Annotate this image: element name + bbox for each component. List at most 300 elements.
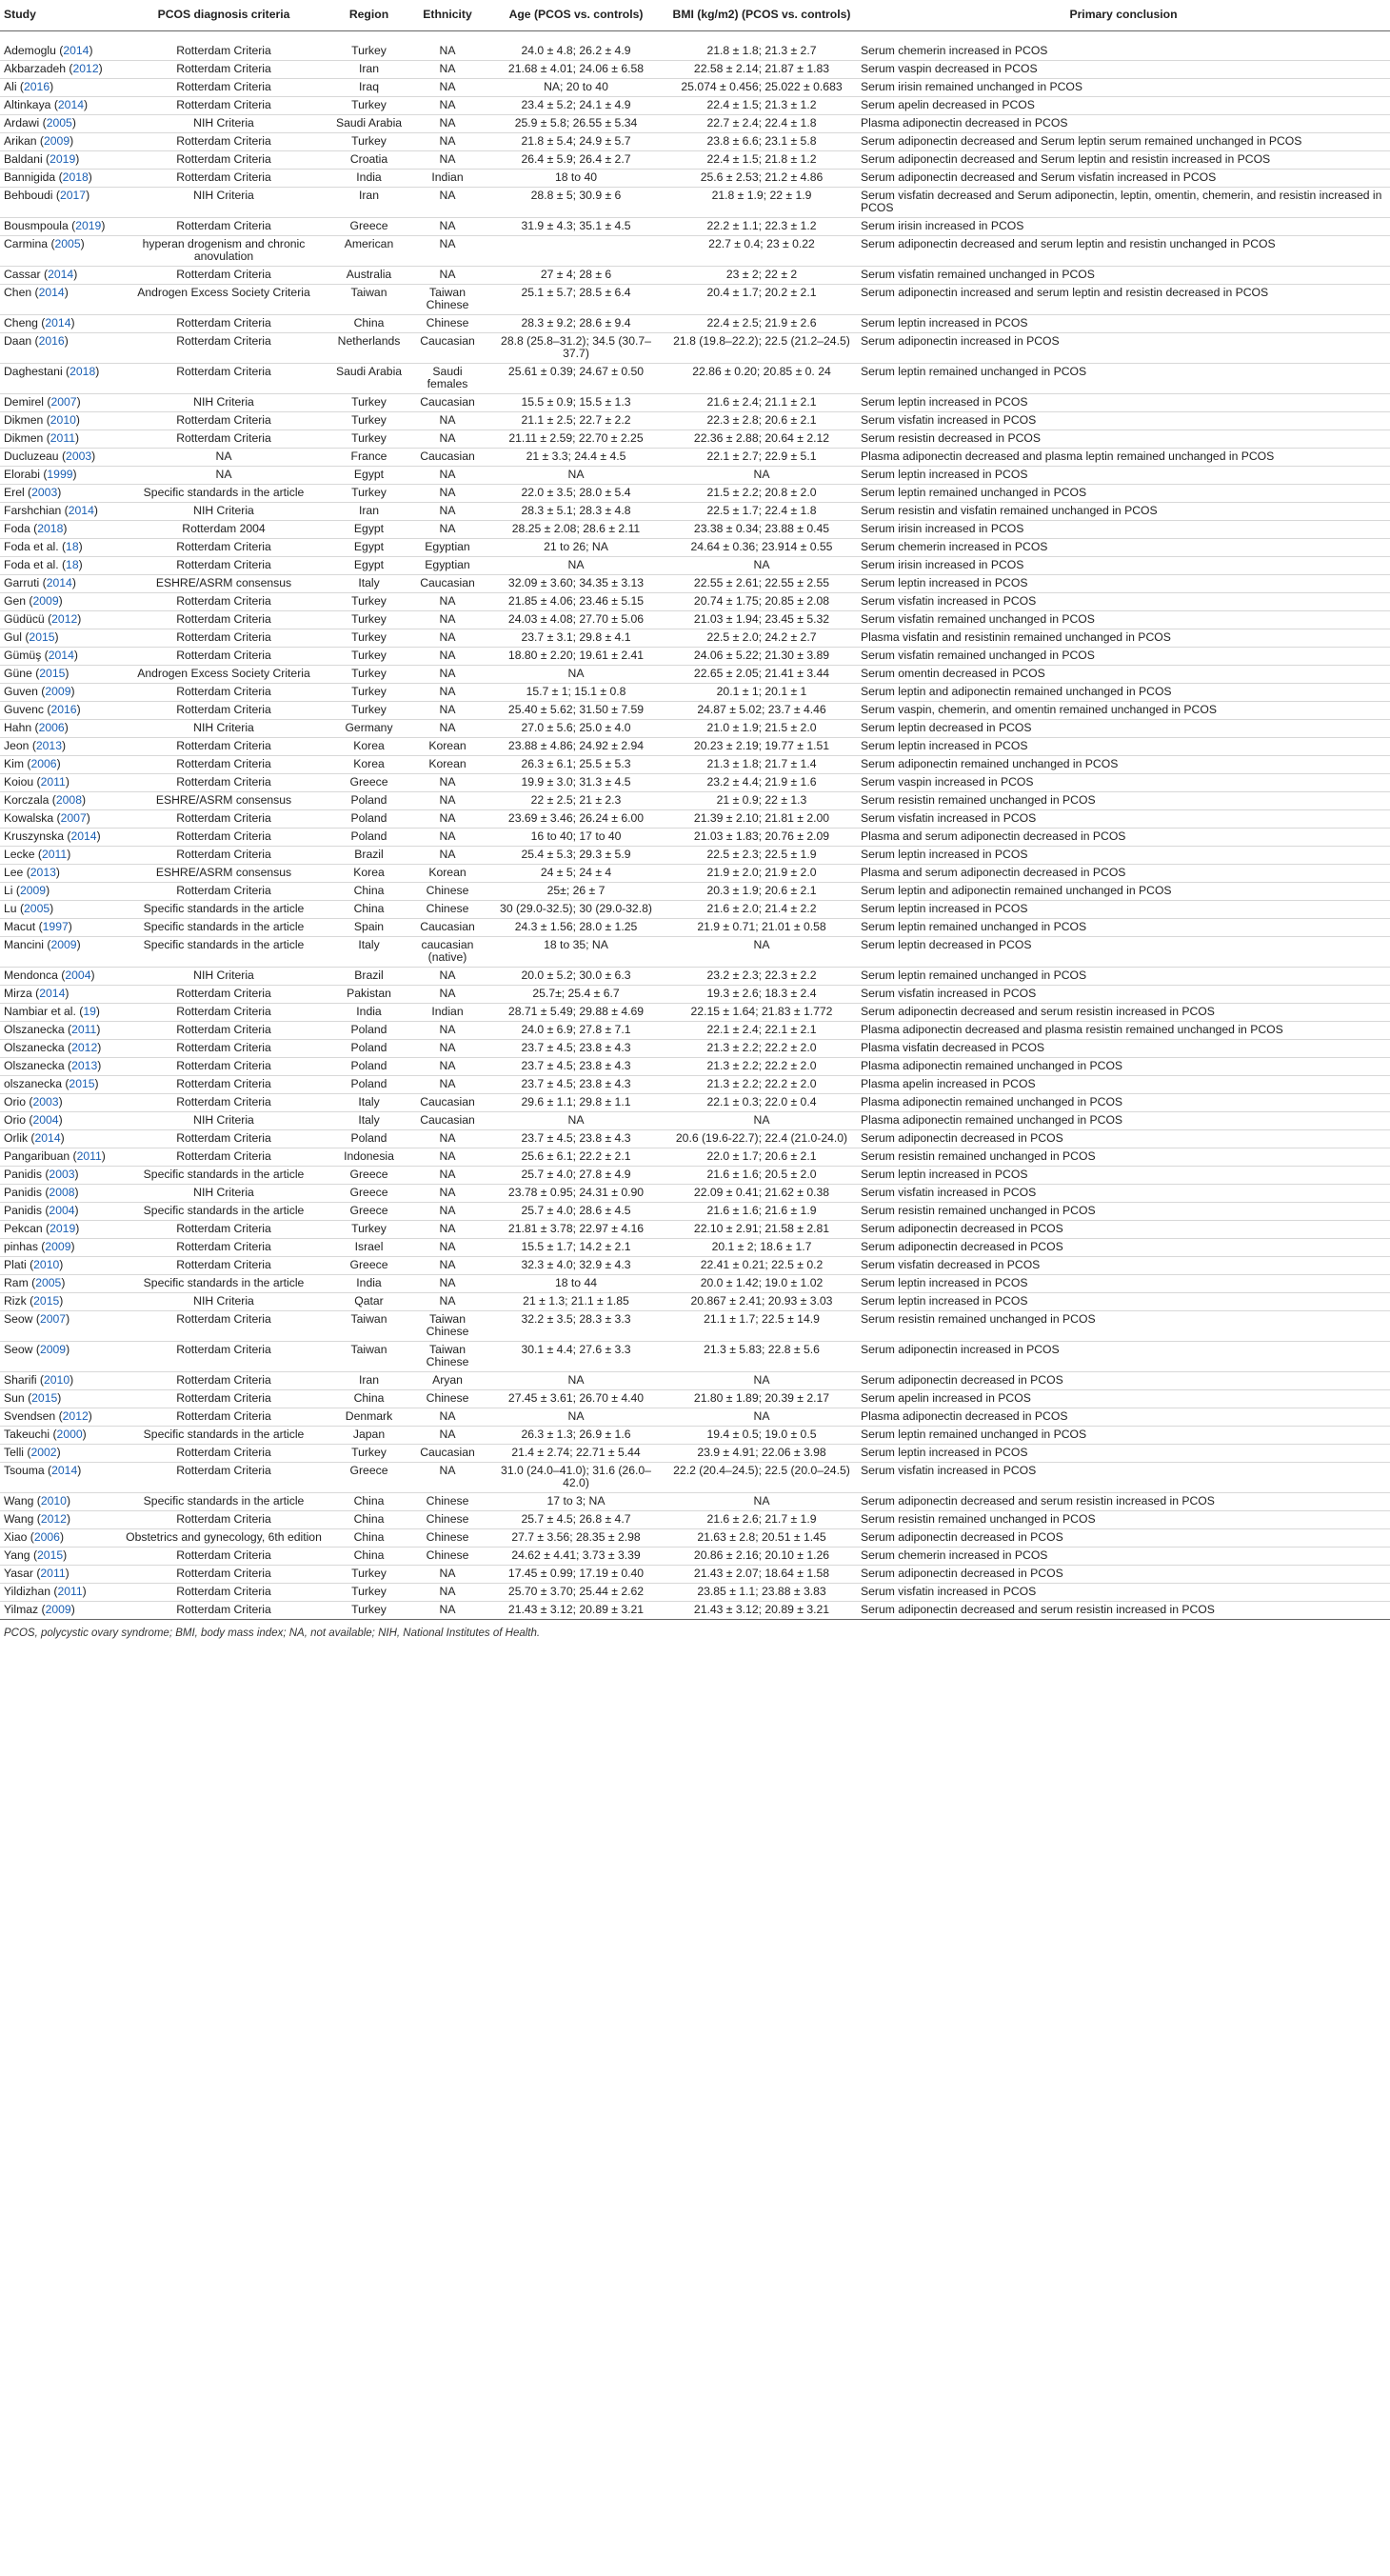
cell-ethnicity: NA (439, 1567, 456, 1580)
reference-link[interactable]: 2016 (38, 334, 65, 348)
cell-ethnicity: NA (439, 829, 456, 843)
cell-bmi: 21.6 ± 1.6; 21.6 ± 1.9 (706, 1204, 817, 1217)
cell-study: Orio (2004) (4, 1113, 63, 1127)
cell-bmi: 21.63 ± 2.8; 20.51 ± 1.45 (697, 1530, 826, 1544)
cell-bmi: 19.3 ± 2.6; 18.3 ± 2.4 (706, 987, 817, 1000)
reference-link[interactable]: 2013 (30, 866, 56, 879)
reference-link[interactable]: 2015 (29, 630, 55, 644)
reference-link[interactable]: 2012 (71, 1041, 98, 1054)
cell-conclusion: Plasma and serum adiponectin decreased in PCOS (861, 866, 1126, 879)
reference-link[interactable]: 2006 (30, 757, 57, 770)
reference-link[interactable]: 2009 (45, 685, 71, 698)
reference-link[interactable]: 2014 (34, 1131, 61, 1145)
cell-region: Iran (358, 189, 379, 202)
reference-link[interactable]: 2009 (45, 1603, 71, 1616)
reference-link[interactable]: 2019 (50, 1222, 76, 1235)
reference-link[interactable]: 2014 (39, 987, 66, 1000)
cell-age: 23.4 ± 5.2; 24.1 ± 4.9 (521, 98, 631, 111)
cell-study: Guvenc (2016) (4, 703, 81, 716)
cell-conclusion: Serum apelin increased in PCOS (861, 1391, 1031, 1405)
cell-region: China (353, 1391, 385, 1405)
reference-link[interactable]: 2013 (35, 739, 62, 752)
cell-age: 27.45 ± 3.61; 26.70 ± 4.40 (507, 1391, 645, 1405)
reference-link[interactable]: 2003 (32, 1095, 59, 1108)
cell-bmi: 21.5 ± 2.2; 20.8 ± 2.0 (706, 486, 817, 499)
cell-conclusion: Serum adiponectin decreased in PCOS (861, 1373, 1063, 1387)
header-ethnicity: Ethnicity (409, 0, 486, 31)
cell-age: 32.09 ± 3.60; 34.35 ± 3.13 (507, 576, 645, 589)
cell-ethnicity: NA (439, 703, 456, 716)
cell-region: Japan (352, 1428, 386, 1441)
reference-link[interactable]: 2009 (45, 1240, 71, 1253)
reference-link[interactable]: 2011 (40, 1567, 66, 1580)
table-row (0, 133, 1390, 151)
cell-bmi: 22.1 ± 2.7; 22.9 ± 5.1 (706, 449, 817, 463)
cell-conclusion: Plasma adiponectin remained unchanged in PCOS (861, 1059, 1123, 1072)
cell-bmi: 22.41 ± 0.21; 22.5 ± 0.2 (700, 1258, 824, 1271)
table-row (0, 575, 1390, 593)
reference-link[interactable]: 2012 (51, 612, 78, 626)
cell-region: Turkey (351, 395, 387, 409)
reference-link[interactable]: 2000 (56, 1428, 83, 1441)
cell-ethnicity: Caucasian (420, 449, 475, 463)
reference-link[interactable]: 2014 (48, 649, 74, 662)
table-row (0, 1584, 1390, 1602)
cell-criteria: Rotterdam Criteria (176, 1409, 271, 1423)
cell-ethnicity: NA (439, 1240, 456, 1253)
cell-criteria: Rotterdam Criteria (176, 685, 271, 698)
cell-region: Poland (350, 811, 387, 825)
cell-criteria: Rotterdam Criteria (176, 1149, 271, 1163)
cell-conclusion: Plasma apelin increased in PCOS (861, 1077, 1036, 1090)
table-row (0, 1094, 1390, 1112)
cell-age: 21.4 ± 2.74; 22.71 ± 5.44 (511, 1446, 641, 1459)
cell-region: India (356, 170, 382, 184)
reference-link[interactable]: 2009 (50, 938, 77, 951)
cell-study: pinhas (2009) (4, 1240, 75, 1253)
reference-link[interactable]: 2013 (71, 1059, 98, 1072)
cell-criteria: Rotterdam Criteria (176, 1343, 271, 1356)
cell-age: 21.81 ± 3.78; 22.97 ± 4.16 (507, 1222, 645, 1235)
reference-link[interactable]: 2007 (50, 395, 77, 409)
cell-ethnicity: Caucasian (420, 1095, 475, 1108)
cell-age: 25.7 ± 4.0; 27.8 ± 4.9 (521, 1168, 631, 1181)
cell-ethnicity: NA (439, 685, 456, 698)
cell-conclusion: Plasma adiponectin decreased and plasma leptin remained unchanged in PCOS (861, 449, 1275, 463)
reference-link[interactable]: 2011 (57, 1585, 83, 1598)
table-row (0, 666, 1390, 684)
cell-bmi: 25.6 ± 2.53; 21.2 ± 4.86 (700, 170, 824, 184)
cell-ethnicity: NA (439, 116, 456, 130)
cell-bmi: 21.0 ± 1.9; 21.5 ± 2.0 (706, 721, 817, 734)
cell-ethnicity: NA (439, 1409, 456, 1423)
cell-conclusion: Serum leptin increased in PCOS (861, 739, 1028, 752)
reference-link[interactable]: 2014 (45, 316, 71, 329)
cell-bmi: 22.5 ± 2.3; 22.5 ± 1.9 (706, 848, 817, 861)
table-row (0, 1257, 1390, 1275)
reference-link[interactable]: 18 (66, 558, 79, 571)
table-row (0, 1275, 1390, 1293)
reference-link[interactable]: 2015 (33, 1294, 60, 1308)
reference-link[interactable]: 2014 (46, 576, 72, 589)
reference-link[interactable]: 18 (66, 540, 79, 553)
cell-study: Svendsen (2012) (4, 1409, 92, 1423)
reference-link[interactable]: 2014 (48, 268, 74, 281)
reference-link[interactable]: 2002 (30, 1446, 57, 1459)
reference-link[interactable]: 2005 (24, 902, 50, 915)
cell-age: 15.5 ± 0.9; 15.5 ± 1.3 (521, 395, 631, 409)
cell-criteria: Rotterdam Criteria (176, 1464, 271, 1477)
reference-link[interactable]: 2006 (38, 721, 65, 734)
table-footnote: PCOS, polycystic ovary syndrome; BMI, body mass index; NA, not available; NIH, National Institutes of Health. (4, 1627, 541, 1639)
reference-link[interactable]: 1997 (42, 920, 69, 933)
reference-link[interactable]: 2010 (40, 1494, 67, 1508)
reference-link[interactable]: 2012 (62, 1409, 89, 1423)
reference-link[interactable]: 2018 (37, 522, 64, 535)
cell-ethnicity: NA (439, 987, 456, 1000)
reference-link[interactable]: 2006 (33, 1530, 60, 1544)
reference-link[interactable]: 2012 (72, 62, 99, 75)
cell-criteria: Rotterdam Criteria (176, 829, 271, 843)
cell-region: Taiwan (350, 286, 387, 299)
table-row (0, 968, 1390, 986)
cell-bmi: 20.0 ± 1.42; 19.0 ± 1.02 (700, 1276, 824, 1289)
cell-age: 28.71 ± 5.49; 29.88 ± 4.69 (507, 1005, 645, 1018)
reference-link[interactable]: 2003 (49, 1168, 75, 1181)
reference-link[interactable]: 2019 (75, 219, 102, 232)
cell-criteria: NIH Criteria (193, 116, 254, 130)
reference-link[interactable]: 2018 (62, 170, 89, 184)
reference-link[interactable]: 2019 (50, 152, 76, 166)
cell-conclusion: Serum chemerin increased in PCOS (861, 44, 1048, 57)
cell-region: India (356, 1005, 382, 1018)
reference-link[interactable]: 2018 (70, 365, 96, 378)
cell-conclusion: Serum adiponectin decreased and serum resistin increased in PCOS (861, 1005, 1215, 1018)
cell-ethnicity: caucasian (native) (421, 938, 474, 964)
cell-age: 22 ± 2.5; 21 ± 2.3 (530, 793, 622, 807)
cell-study: Akbarzadeh (2012) (4, 62, 103, 75)
cell-ethnicity: NA (439, 811, 456, 825)
reference-link[interactable]: 2009 (44, 134, 70, 148)
cell-conclusion: Serum adiponectin decreased in PCOS (861, 1530, 1063, 1544)
reference-link[interactable]: 2016 (50, 703, 77, 716)
cell-conclusion: Plasma adiponectin decreased and plasma resistin remained unchanged in PCOS (861, 1023, 1283, 1036)
cell-conclusion: Serum irisin increased in PCOS (861, 558, 1024, 571)
reference-link[interactable]: 2014 (70, 829, 97, 843)
reference-link[interactable]: 2015 (31, 1391, 58, 1405)
cell-study: Nambiar et al. (19) (4, 1005, 100, 1018)
reference-link[interactable]: 2003 (66, 449, 92, 463)
cell-bmi: 20.1 ± 2; 18.6 ± 1.7 (711, 1240, 812, 1253)
reference-link[interactable]: 2010 (44, 1373, 70, 1387)
cell-bmi: 22.58 ± 2.14; 21.87 ± 1.83 (693, 62, 830, 75)
table-row (0, 792, 1390, 810)
table-row (0, 629, 1390, 648)
cell-criteria: Rotterdam Criteria (176, 316, 271, 329)
reference-link[interactable]: 2005 (46, 116, 72, 130)
cell-study: Behboudi (2017) (4, 189, 90, 202)
reference-link[interactable]: 2009 (32, 594, 59, 608)
table-row (0, 236, 1390, 267)
reference-link[interactable]: 2014 (51, 1464, 78, 1477)
cell-ethnicity: NA (439, 793, 456, 807)
table-row (0, 1390, 1390, 1408)
cell-study: Baldani (2019) (4, 152, 80, 166)
cell-region: Taiwan (350, 1312, 387, 1326)
cell-bmi: 22.7 ± 0.4; 23 ± 0.22 (708, 237, 815, 250)
cell-region: Iraq (358, 80, 379, 93)
cell-region: Greece (349, 1258, 388, 1271)
cell-bmi: 21.8 ± 1.8; 21.3 ± 2.7 (706, 44, 817, 57)
cell-criteria: NIH Criteria (193, 1294, 254, 1308)
cell-study: Olszanecka (2012) (4, 1041, 102, 1054)
cell-study: Daghestani (2018) (4, 365, 100, 378)
cell-age: 24.3 ± 1.56; 28.0 ± 1.25 (514, 920, 638, 933)
cell-ethnicity: NA (439, 413, 456, 427)
table-row (0, 810, 1390, 829)
cell-study: Demirel (2007) (4, 395, 81, 409)
reference-link[interactable]: 2011 (76, 1149, 102, 1163)
cell-ethnicity: NA (439, 1077, 456, 1090)
cell-criteria: Androgen Excess Society Criteria (137, 667, 310, 680)
cell-ethnicity: Caucasian (420, 1446, 475, 1459)
cell-study: Hahn (2006) (4, 721, 69, 734)
cell-region: Greece (349, 1204, 388, 1217)
cell-region: Spain (353, 920, 385, 933)
cell-criteria: NIH Criteria (193, 721, 254, 734)
table-row (0, 684, 1390, 702)
table-row (0, 333, 1390, 364)
cell-ethnicity: Taiwan Chinese (426, 286, 469, 311)
cell-age: 26.3 ± 1.3; 26.9 ± 1.6 (521, 1428, 631, 1441)
cell-criteria: Rotterdam Criteria (176, 1548, 271, 1562)
table-header (0, 0, 1390, 31)
reference-link[interactable]: 2008 (49, 1186, 75, 1199)
cell-study: Chen (2014) (4, 286, 69, 299)
cell-criteria: Rotterdam Criteria (176, 649, 271, 662)
table-row (0, 315, 1390, 333)
cell-age: 23.7 ± 4.5; 23.8 ± 4.3 (521, 1077, 631, 1090)
cell-study: Erel (2003) (4, 486, 62, 499)
table-row (0, 774, 1390, 792)
cell-criteria: Rotterdam Criteria (176, 594, 271, 608)
cell-criteria: Rotterdam Criteria (176, 987, 271, 1000)
cell-region: Taiwan (350, 1343, 387, 1356)
cell-age: 15.5 ± 1.7; 14.2 ± 2.1 (521, 1240, 631, 1253)
cell-ethnicity: Egyptian (425, 540, 470, 553)
reference-link[interactable]: 2009 (39, 1343, 67, 1356)
cell-ethnicity: NA (439, 1168, 456, 1181)
cell-age: 32.2 ± 3.5; 28.3 ± 3.3 (521, 1312, 631, 1326)
cell-age: NA (567, 1373, 585, 1387)
cell-ethnicity: Egyptian (425, 558, 470, 571)
cell-criteria: Rotterdam Criteria (176, 1258, 271, 1271)
table-row (0, 1167, 1390, 1185)
reference-link[interactable]: 2015 (39, 667, 66, 680)
cell-age: 29.6 ± 1.1; 29.8 ± 1.1 (521, 1095, 631, 1108)
table-row (0, 1602, 1390, 1620)
table-row (0, 1408, 1390, 1427)
reference-link[interactable]: 2009 (19, 884, 47, 897)
cell-age: 23.7 ± 4.5; 23.8 ± 4.3 (521, 1059, 631, 1072)
cell-bmi: NA (753, 1373, 770, 1387)
cell-bmi: 22.55 ± 2.61; 22.55 ± 2.55 (693, 576, 830, 589)
reference-link[interactable]: 2005 (54, 237, 81, 250)
cell-study: Macut (1997) (4, 920, 72, 933)
cell-criteria: NIH Criteria (193, 968, 254, 982)
cell-bmi: 24.64 ± 0.36; 23.914 ± 0.55 (690, 540, 833, 553)
cell-conclusion: Serum visfatin increased in PCOS (861, 811, 1037, 825)
cell-region: Denmark (345, 1409, 393, 1423)
cell-conclusion: Serum adiponectin increased in PCOS (861, 334, 1060, 348)
cell-age: NA; 20 to 40 (544, 80, 608, 93)
reference-link[interactable]: 2015 (69, 1077, 95, 1090)
table-row (0, 1058, 1390, 1076)
cell-age: 26.4 ± 5.9; 26.4 ± 2.7 (521, 152, 631, 166)
cell-study: Yasar (2011) (4, 1567, 70, 1580)
cell-conclusion: Serum leptin remained unchanged in PCOS (861, 968, 1087, 982)
cell-bmi: 21.03 ± 1.83; 20.76 ± 2.09 (693, 829, 830, 843)
cell-study: Pangaribuan (2011) (4, 1149, 106, 1163)
cell-bmi: 20.6 (19.6-22.7); 22.4 (21.0-24.0) (675, 1131, 848, 1145)
cell-region: Pakistan (347, 987, 391, 1000)
cell-ethnicity: NA (439, 44, 456, 57)
reference-link[interactable]: 2010 (33, 1258, 60, 1271)
cell-ethnicity: NA (439, 667, 456, 680)
table-row (0, 267, 1390, 285)
cell-ethnicity: Chinese (426, 1494, 469, 1508)
cell-ethnicity: NA (439, 1603, 456, 1616)
cell-bmi: 22.10 ± 2.91; 21.58 ± 2.81 (693, 1222, 830, 1235)
reference-link[interactable]: 2005 (35, 1276, 62, 1289)
cell-conclusion: Serum leptin decreased in PCOS (861, 938, 1032, 951)
cell-ethnicity: NA (439, 1041, 456, 1054)
cell-conclusion: Serum visfatin increased in PCOS (861, 1585, 1037, 1598)
cell-conclusion: Serum visfatin increased in PCOS (861, 1464, 1037, 1477)
cell-conclusion: Serum resistin remained unchanged in PCOS (861, 1204, 1096, 1217)
cell-study: Lee (2013) (4, 866, 60, 879)
cell-conclusion: Plasma visfatin decreased in PCOS (861, 1041, 1045, 1054)
cell-study: Guven (2009) (4, 685, 75, 698)
cell-study: Kruszynska (2014) (4, 829, 101, 843)
reference-link[interactable]: 1999 (47, 468, 73, 481)
cell-bmi: 20.23 ± 2.19; 19.77 ± 1.51 (693, 739, 830, 752)
reference-link[interactable]: 2004 (65, 968, 91, 982)
cell-region: Egypt (353, 522, 385, 535)
cell-age: 21.1 ± 2.5; 22.7 ± 2.2 (521, 413, 631, 427)
cell-study: Sharifi (2010) (4, 1373, 74, 1387)
reference-link[interactable]: 2014 (63, 44, 89, 57)
cell-region: Greece (349, 219, 388, 232)
cell-ethnicity: Caucasian (420, 576, 475, 589)
cell-region: Turkey (351, 612, 387, 626)
cell-ethnicity: Saudi females (427, 365, 468, 390)
cell-study: Mendonca (2004) (4, 968, 95, 982)
cell-criteria: Specific standards in the article (143, 902, 305, 915)
cell-conclusion: Serum resistin decreased in PCOS (861, 431, 1041, 445)
cell-bmi: 21 ± 0.9; 22 ± 1.3 (716, 793, 807, 807)
cell-conclusion: Plasma adiponectin remained unchanged in PCOS (861, 1113, 1123, 1127)
cell-criteria: Rotterdam Criteria (176, 365, 271, 378)
cell-ethnicity: NA (439, 468, 456, 481)
header-region: Region (328, 0, 409, 31)
cell-conclusion: Serum leptin increased in PCOS (861, 395, 1028, 409)
reference-link[interactable]: 2014 (57, 98, 85, 111)
reference-link[interactable]: 2011 (40, 775, 66, 789)
cell-bmi: 21.3 ± 2.2; 22.2 ± 2.0 (706, 1059, 817, 1072)
cell-age: 23.88 ± 4.86; 24.92 ± 2.94 (507, 739, 645, 752)
cell-conclusion: Serum leptin increased in PCOS (861, 468, 1028, 481)
cell-region: Greece (349, 1186, 388, 1199)
reference-link[interactable]: 19 (83, 1005, 96, 1018)
cell-age: 31.9 ± 4.3; 35.1 ± 4.5 (521, 219, 631, 232)
cell-age: 23.78 ± 0.95; 24.31 ± 0.90 (507, 1186, 645, 1199)
reference-link[interactable]: 2015 (37, 1548, 64, 1562)
cell-criteria: Rotterdam Criteria (176, 1446, 271, 1459)
cell-age: 28.3 ± 9.2; 28.6 ± 9.4 (521, 316, 631, 329)
table-row (0, 115, 1390, 133)
cell-conclusion: Serum leptin remained unchanged in PCOS (861, 486, 1087, 499)
cell-study: Sun (2015) (4, 1391, 62, 1405)
cell-region: Greece (349, 775, 388, 789)
table-row (0, 1130, 1390, 1148)
reference-link[interactable]: 2014 (68, 504, 94, 517)
table-row (0, 151, 1390, 170)
cell-conclusion: Serum adiponectin decreased and Serum leptin serum remained unchanged in PCOS (861, 134, 1302, 148)
reference-link[interactable]: 2017 (59, 189, 87, 202)
reference-link[interactable]: 2010 (50, 413, 76, 427)
cell-criteria: Specific standards in the article (143, 1168, 305, 1181)
reference-link[interactable]: 2003 (31, 486, 58, 499)
table-row (0, 1040, 1390, 1058)
reference-link[interactable]: 2004 (32, 1113, 59, 1127)
cell-ethnicity: NA (439, 62, 456, 75)
cell-ethnicity: NA (439, 1059, 456, 1072)
cell-bmi: 21.3 ± 2.2; 22.2 ± 2.0 (706, 1077, 817, 1090)
cell-criteria: Rotterdam Criteria (176, 811, 271, 825)
cell-study: Orio (2003) (4, 1095, 63, 1108)
reference-link[interactable]: 2011 (50, 431, 75, 445)
cell-study: Dikmen (2010) (4, 413, 80, 427)
cell-conclusion: Serum omentin decreased in PCOS (861, 667, 1045, 680)
reference-link[interactable]: 2011 (41, 848, 68, 861)
cell-age: 17.45 ± 0.99; 17.19 ± 0.40 (507, 1567, 645, 1580)
cell-conclusion: Serum leptin increased in PCOS (861, 1276, 1028, 1289)
cell-age (486, 236, 666, 267)
cell-conclusion: Serum adiponectin remained unchanged in PCOS (861, 757, 1119, 770)
cell-age: 31.0 (24.0–41.0); 31.6 (26.0–42.0) (501, 1464, 651, 1489)
cell-bmi: 21.6 ± 2.4; 21.1 ± 2.1 (706, 395, 817, 409)
cell-ethnicity: Korean (428, 739, 467, 752)
reference-link[interactable]: 2012 (40, 1512, 67, 1526)
cell-conclusion: Serum adiponectin decreased in PCOS (861, 1567, 1063, 1580)
reference-link[interactable]: 2008 (55, 793, 82, 807)
cell-ethnicity: NA (439, 1464, 456, 1477)
cell-bmi: 20.3 ± 1.9; 20.6 ± 2.1 (706, 884, 817, 897)
cell-ethnicity: Aryan (432, 1373, 463, 1387)
cell-bmi: 22.1 ± 2.4; 22.1 ± 2.1 (706, 1023, 817, 1036)
cell-criteria: Specific standards in the article (143, 938, 305, 951)
reference-link[interactable]: 2004 (49, 1204, 75, 1217)
cell-study: Yildizhan (2011) (4, 1585, 87, 1598)
reference-link[interactable]: 2007 (60, 811, 87, 825)
reference-link[interactable]: 2014 (38, 286, 65, 299)
cell-ethnicity: NA (439, 1131, 456, 1145)
cell-age: 25.1 ± 5.7; 28.5 ± 6.4 (521, 286, 631, 299)
reference-link[interactable]: 2016 (24, 80, 50, 93)
reference-link[interactable]: 2007 (39, 1312, 67, 1326)
reference-link[interactable]: 2011 (71, 1023, 97, 1036)
